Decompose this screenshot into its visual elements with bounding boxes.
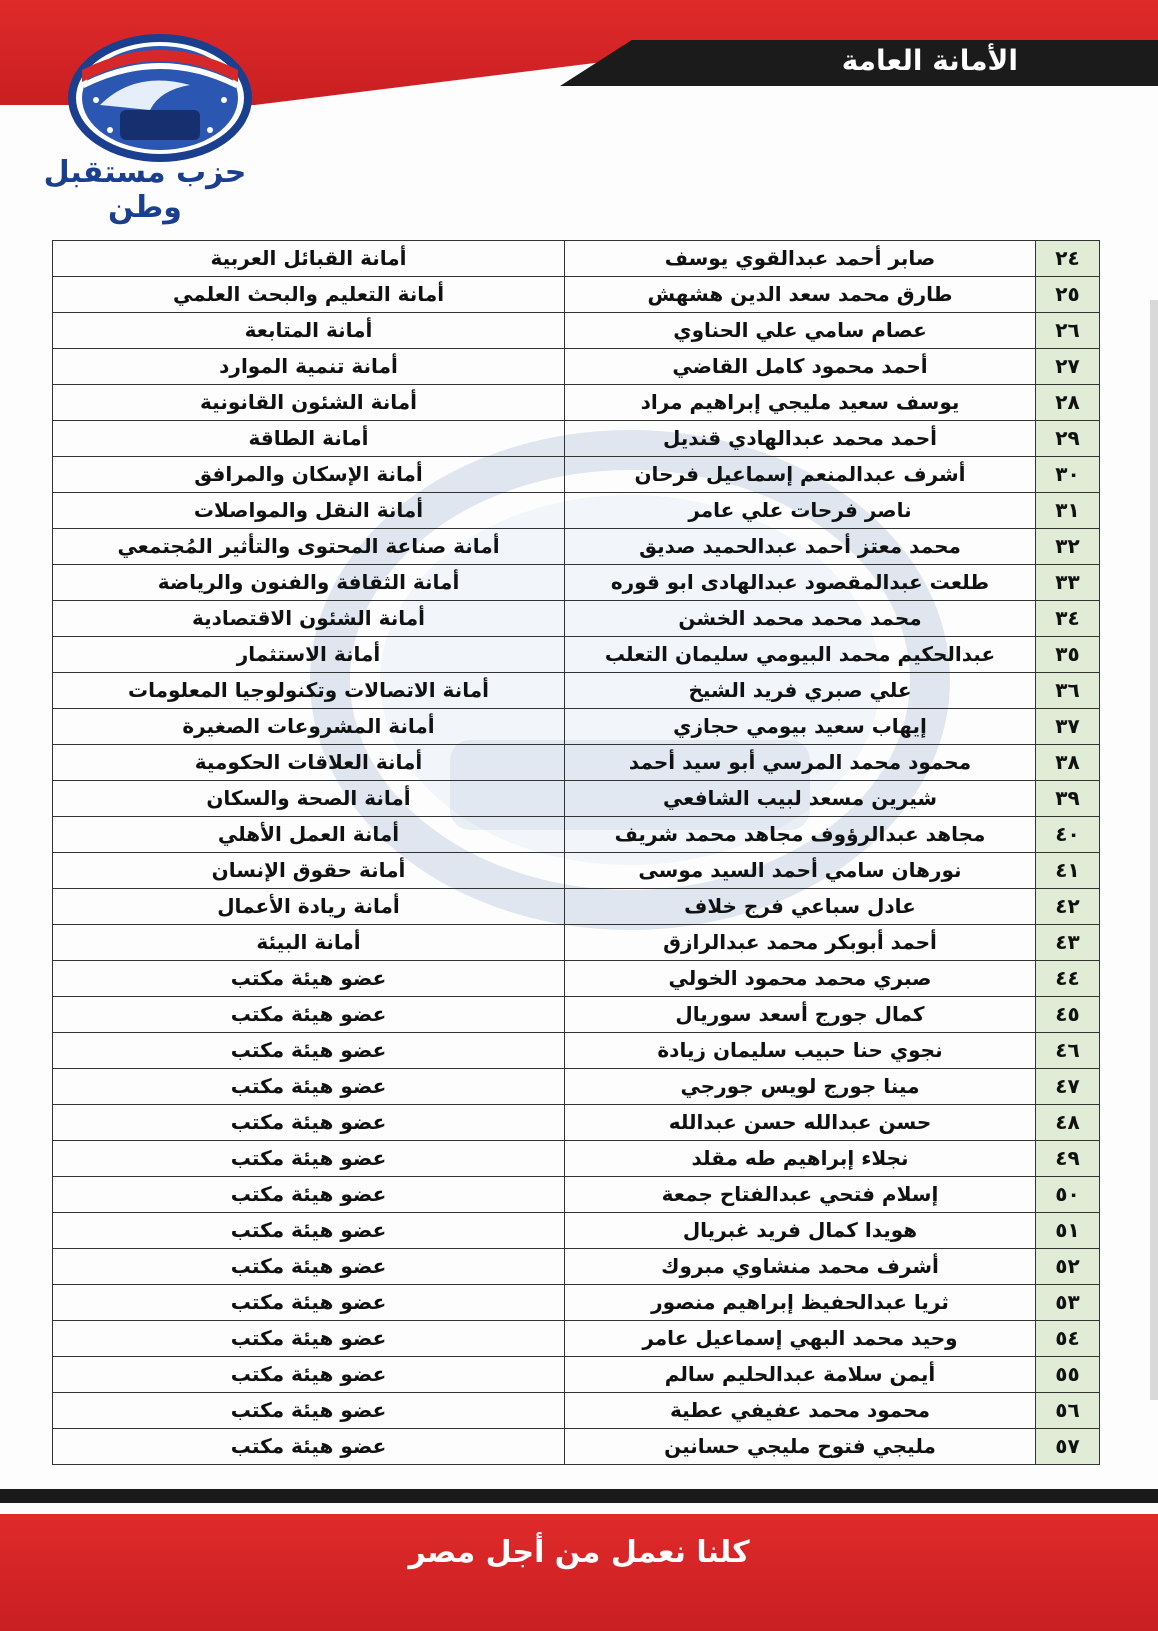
member-role: أمانة الشئون الاقتصادية <box>53 601 565 637</box>
footer-red-band <box>0 1514 1158 1631</box>
table-row <box>53 349 1100 385</box>
row-number: ٢٧ <box>1036 349 1100 385</box>
member-name: عبدالحكيم محمد البيومي سليمان التعلب <box>565 637 1036 673</box>
member-role: عضو هيئة مكتب <box>53 961 565 997</box>
row-number: ٥١ <box>1036 1213 1100 1249</box>
table-row <box>53 637 1100 673</box>
eagle-emblem-icon <box>40 30 280 170</box>
member-role: عضو هيئة مكتب <box>53 1141 565 1177</box>
row-number: ٣٠ <box>1036 457 1100 493</box>
table-row <box>53 889 1100 925</box>
member-name: مليجي فتوح مليجي حسانين <box>565 1429 1036 1465</box>
member-name: إيهاب سعيد بيومي حجازي <box>565 709 1036 745</box>
member-name: أشرف محمد منشاوي مبروك <box>565 1249 1036 1285</box>
member-role: أمانة الإسكان والمرافق <box>53 457 565 493</box>
member-name: مينا جورج لويس جورجي <box>565 1069 1036 1105</box>
member-name: وحيد محمد البهي إسماعيل عامر <box>565 1321 1036 1357</box>
table-row <box>53 1033 1100 1069</box>
member-role: أمانة التعليم والبحث العلمي <box>53 277 565 313</box>
row-number: ٤٦ <box>1036 1033 1100 1069</box>
member-name: عصام سامي علي الحناوي <box>565 313 1036 349</box>
table-row <box>53 1393 1100 1429</box>
member-role: عضو هيئة مكتب <box>53 1069 565 1105</box>
member-role: عضو هيئة مكتب <box>53 1213 565 1249</box>
member-name: شيرين مسعد لبيب الشافعي <box>565 781 1036 817</box>
member-name: نورهان سامي أحمد السيد موسى <box>565 853 1036 889</box>
table-row <box>53 241 1100 277</box>
member-name: يوسف سعيد مليجي إبراهيم مراد <box>565 385 1036 421</box>
member-role: أمانة الاستثمار <box>53 637 565 673</box>
member-name: علي صبري فريد الشيخ <box>565 673 1036 709</box>
member-name: أحمد محمود كامل القاضي <box>565 349 1036 385</box>
member-name: محمود محمد المرسي أبو سيد أحمد <box>565 745 1036 781</box>
table-row <box>53 457 1100 493</box>
row-number: ٤٥ <box>1036 997 1100 1033</box>
row-number: ٤٨ <box>1036 1105 1100 1141</box>
member-role: عضو هيئة مكتب <box>53 1285 565 1321</box>
row-number: ٣٣ <box>1036 565 1100 601</box>
member-role: عضو هيئة مكتب <box>53 1105 565 1141</box>
table-row <box>53 853 1100 889</box>
member-name: ثريا عبدالحفيظ إبراهيم منصور <box>565 1285 1036 1321</box>
member-name: ناصر فرحات علي عامر <box>565 493 1036 529</box>
member-role: عضو هيئة مكتب <box>53 1249 565 1285</box>
row-number: ٥٠ <box>1036 1177 1100 1213</box>
member-name: أشرف عبدالمنعم إسماعيل فرحان <box>565 457 1036 493</box>
row-number: ٥٤ <box>1036 1321 1100 1357</box>
member-name: حسن عبدالله حسن عبدالله <box>565 1105 1036 1141</box>
logo-text: حزب مستقبل وطن <box>43 155 247 225</box>
member-role: عضو هيئة مكتب <box>53 1321 565 1357</box>
table-row <box>53 529 1100 565</box>
table-row <box>53 925 1100 961</box>
member-name: إسلام فتحي عبدالفتاح جمعة <box>565 1177 1036 1213</box>
member-role: أمانة الصحة والسكان <box>53 781 565 817</box>
member-name: طارق محمد سعد الدين هشهش <box>565 277 1036 313</box>
member-role: عضو هيئة مكتب <box>53 1393 565 1429</box>
member-name: نجلاء إبراهيم طه مقلد <box>565 1141 1036 1177</box>
member-role: أمانة حقوق الإنسان <box>53 853 565 889</box>
row-number: ٣١ <box>1036 493 1100 529</box>
member-role: أمانة الثقافة والفنون والرياضة <box>53 565 565 601</box>
footer-black-band <box>0 1489 1158 1503</box>
member-name: نجوي حنا حبيب سليمان زيادة <box>565 1033 1036 1069</box>
member-role: أمانة العمل الأهلي <box>53 817 565 853</box>
members-table-body <box>53 241 1100 1465</box>
table-row <box>53 1105 1100 1141</box>
member-name: محمد معتز أحمد عبدالحميد صديق <box>565 529 1036 565</box>
member-name: محمد محمد محمد الخشن <box>565 601 1036 637</box>
table-row <box>53 385 1100 421</box>
row-number: ٣٦ <box>1036 673 1100 709</box>
row-number: ٣٨ <box>1036 745 1100 781</box>
table-row <box>53 1285 1100 1321</box>
row-number: ٥٣ <box>1036 1285 1100 1321</box>
member-role: أمانة الطاقة <box>53 421 565 457</box>
member-name: مجاهد عبدالرؤوف مجاهد محمد شريف <box>565 817 1036 853</box>
table-row <box>53 817 1100 853</box>
row-number: ٢٦ <box>1036 313 1100 349</box>
table-row <box>53 709 1100 745</box>
row-number: ٢٥ <box>1036 277 1100 313</box>
row-number: ٥٦ <box>1036 1393 1100 1429</box>
table-row <box>53 1141 1100 1177</box>
table-row <box>53 493 1100 529</box>
member-name: طلعت عبدالمقصود عبدالهادى ابو قوره <box>565 565 1036 601</box>
member-name: أحمد أبوبكر محمد عبدالرازق <box>565 925 1036 961</box>
table-row <box>53 277 1100 313</box>
member-name: أحمد محمد عبدالهادي قنديل <box>565 421 1036 457</box>
page-edge-strip <box>1150 300 1158 1400</box>
table-row <box>53 421 1100 457</box>
row-number: ٣٤ <box>1036 601 1100 637</box>
table-row <box>53 601 1100 637</box>
table-row <box>53 1213 1100 1249</box>
member-role: عضو هيئة مكتب <box>53 1033 565 1069</box>
member-name: صابر أحمد عبدالقوي يوسف <box>565 241 1036 277</box>
row-number: ٥٧ <box>1036 1429 1100 1465</box>
member-name: كمال جورج أسعد سوريال <box>565 997 1036 1033</box>
row-number: ٢٨ <box>1036 385 1100 421</box>
member-role: أمانة القبائل العربية <box>53 241 565 277</box>
member-role: أمانة العلاقات الحكومية <box>53 745 565 781</box>
member-role: أمانة المشروعات الصغيرة <box>53 709 565 745</box>
member-role: أمانة الاتصالات وتكنولوجيا المعلومات <box>53 673 565 709</box>
table-row <box>53 1249 1100 1285</box>
row-number: ٤٢ <box>1036 889 1100 925</box>
footer-slogan: كلنا نعمل من أجل مصر <box>408 1535 750 1570</box>
member-role: أمانة النقل والمواصلات <box>53 493 565 529</box>
row-number: ٣٩ <box>1036 781 1100 817</box>
member-name: عادل سباعي فرج خلاف <box>565 889 1036 925</box>
table-row <box>53 565 1100 601</box>
member-role: عضو هيئة مكتب <box>53 997 565 1033</box>
table-row <box>53 745 1100 781</box>
row-number: ٤١ <box>1036 853 1100 889</box>
member-name: أيمن سلامة عبدالحليم سالم <box>565 1357 1036 1393</box>
row-number: ٢٩ <box>1036 421 1100 457</box>
member-role: أمانة المتابعة <box>53 313 565 349</box>
member-name: صبري محمد محمود الخولي <box>565 961 1036 997</box>
member-name: هويدا كمال فريد غبريال <box>565 1213 1036 1249</box>
members-table <box>52 240 1100 1465</box>
member-name: محمود محمد عفيفي عطية <box>565 1393 1036 1429</box>
row-number: ٤٤ <box>1036 961 1100 997</box>
row-number: ٤٧ <box>1036 1069 1100 1105</box>
table-row <box>53 997 1100 1033</box>
row-number: ٣٢ <box>1036 529 1100 565</box>
row-number: ٣٥ <box>1036 637 1100 673</box>
table-row <box>53 1069 1100 1105</box>
member-role: أمانة البيئة <box>53 925 565 961</box>
row-number: ٥٥ <box>1036 1357 1100 1393</box>
row-number: ٤٠ <box>1036 817 1100 853</box>
table-row <box>53 781 1100 817</box>
row-number: ٤٣ <box>1036 925 1100 961</box>
member-role: عضو هيئة مكتب <box>53 1357 565 1393</box>
table-row <box>53 1177 1100 1213</box>
table-row <box>53 673 1100 709</box>
header-title: الأمانة العامة <box>841 44 1018 77</box>
table-row <box>53 1357 1100 1393</box>
members-table-container <box>52 240 1100 1458</box>
table-row <box>53 1321 1100 1357</box>
row-number: ٣٧ <box>1036 709 1100 745</box>
member-role: أمانة تنمية الموارد <box>53 349 565 385</box>
member-role: أمانة ريادة الأعمال <box>53 889 565 925</box>
member-role: أمانة صناعة المحتوى والتأثير المُجتمعي <box>53 529 565 565</box>
member-role: أمانة الشئون القانونية <box>53 385 565 421</box>
row-number: ٤٩ <box>1036 1141 1100 1177</box>
member-role: عضو هيئة مكتب <box>53 1177 565 1213</box>
table-row <box>53 961 1100 997</box>
table-row <box>53 313 1100 349</box>
member-role: عضو هيئة مكتب <box>53 1429 565 1465</box>
table-row <box>53 1429 1100 1465</box>
row-number: ٥٢ <box>1036 1249 1100 1285</box>
row-number: ٢٤ <box>1036 241 1100 277</box>
